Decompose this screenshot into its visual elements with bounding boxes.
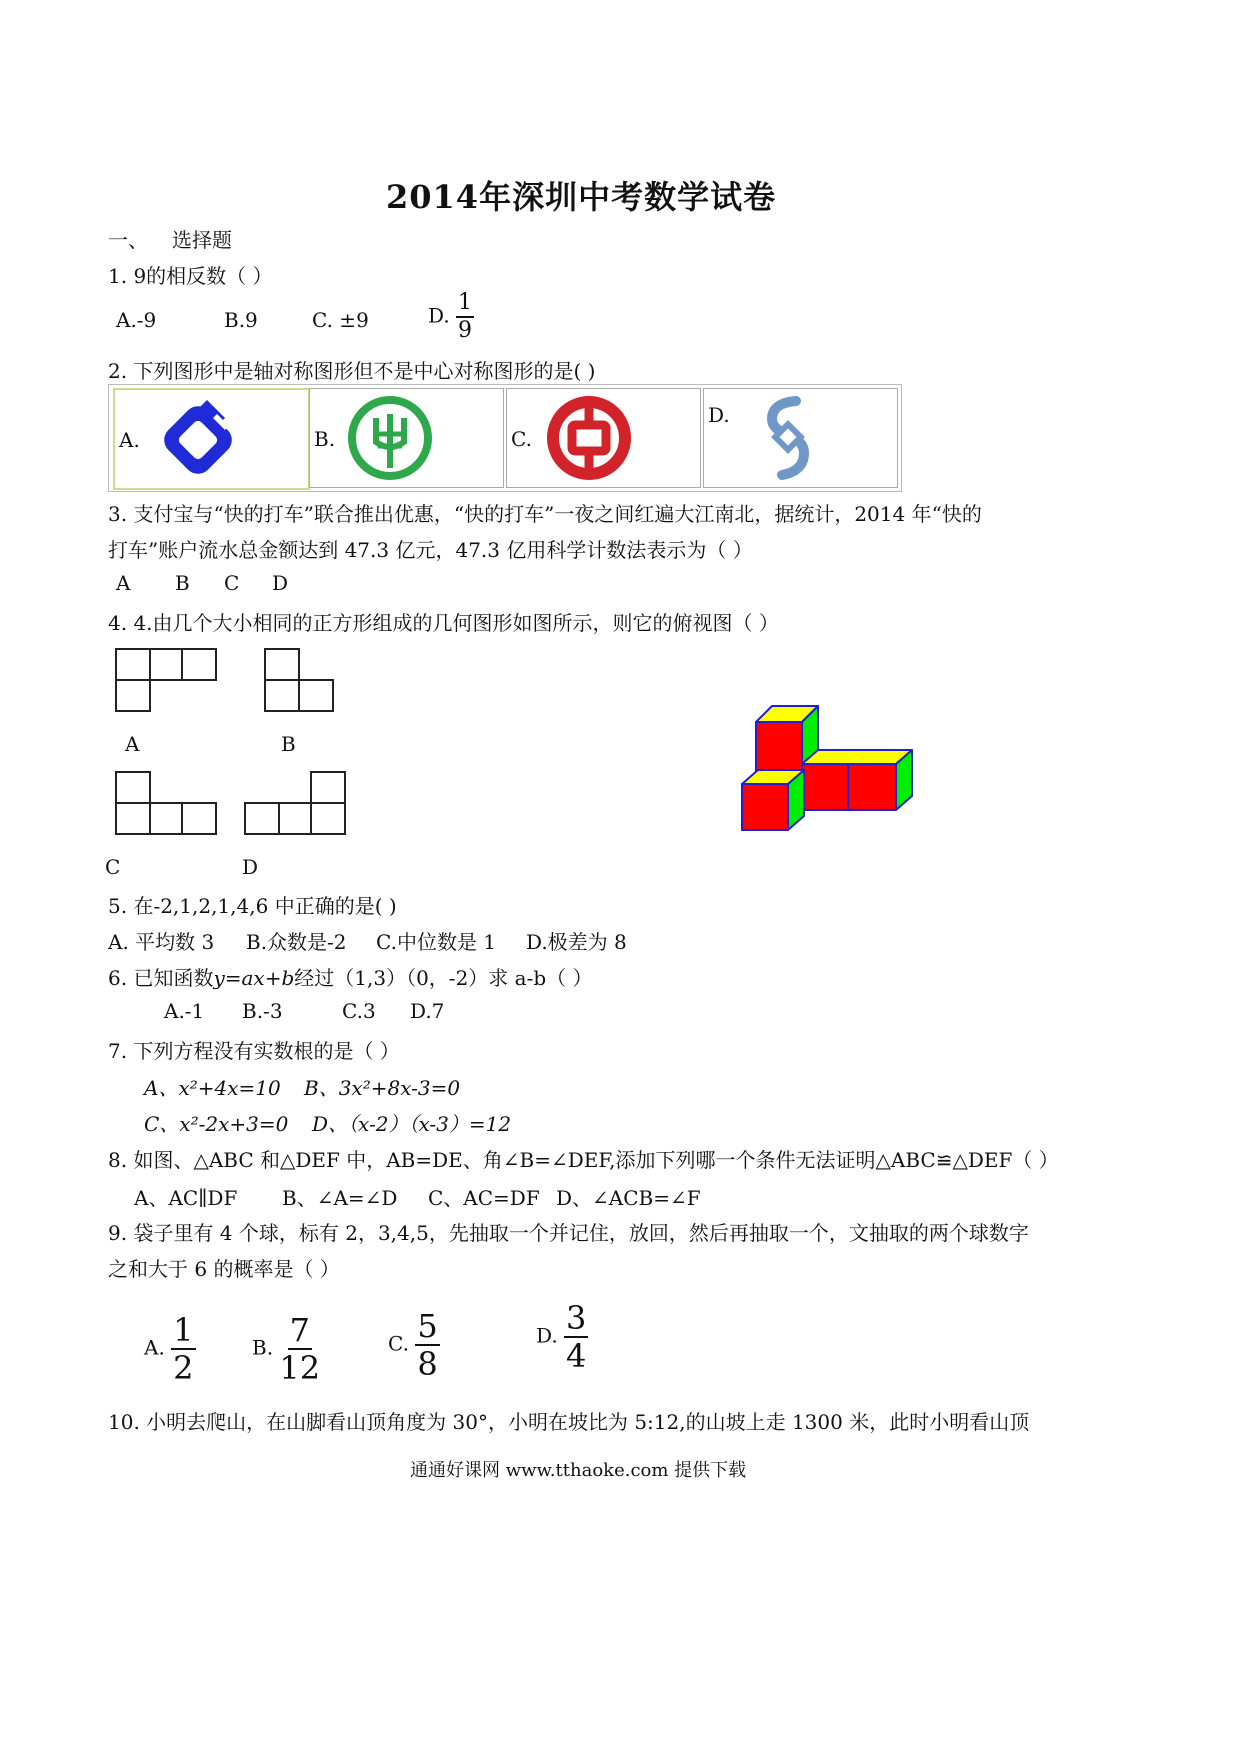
q3-option-d: D: [272, 571, 289, 595]
ccb-bank-logo-icon: [155, 394, 241, 482]
q9-d-numerator: 3: [566, 1299, 587, 1337]
q2-option-a-label: A.: [119, 428, 140, 452]
q6-stem: [108, 962, 593, 991]
q9-option-d-prefix: D.: [536, 1323, 558, 1348]
sdb-bank-logo-icon: [758, 395, 818, 483]
q4-stem: 4. 4.由几个大小相同的正方形组成的几何图形如图所示，则它的俯视图（ ）: [108, 611, 779, 635]
q3-stem-line2: 打车”账户流水总金额达到 47.3 亿元，47.3 亿用科学计数法表示为（ ）: [108, 538, 753, 562]
q1-option-b: B.9: [224, 308, 258, 332]
q1-d-numerator: 1: [456, 292, 474, 318]
q5-stem: 5. 在-2,1,2,1,4,6 中正确的是( ): [108, 894, 397, 918]
q1-d-denominator: 9: [458, 318, 473, 343]
q8-option-c: C、AC=DF: [428, 1186, 540, 1210]
q7-option-a: A、x²+4x=10: [144, 1076, 281, 1100]
q8-option-b: B、∠A=∠D: [282, 1186, 398, 1210]
section-number: 一、: [108, 228, 148, 252]
q9-option-c-fraction: [415, 1307, 439, 1383]
q4-option-c-label: C: [105, 855, 121, 879]
q1-option-a: A.-9: [116, 308, 157, 332]
q2-option-d-label: D.: [708, 403, 730, 427]
q3-stem-line1: 3. 支付宝与“快的打车”联合推出优惠，“快的打车”一夜之间红遍大江南北，据统计，2014 年“快的: [108, 502, 982, 526]
q3-option-a: A: [116, 571, 131, 595]
q9-b-numerator: 7: [289, 1311, 310, 1349]
q9-option-c: [388, 1307, 440, 1383]
q5-option-d: D.极差为 8: [526, 930, 627, 954]
q2-option-c-label: C.: [511, 427, 532, 451]
q8-option-d: D、∠ACB=∠F: [556, 1186, 701, 1210]
q6-option-a: A.-1: [164, 999, 205, 1023]
q9-option-d: [536, 1299, 588, 1375]
q7-option-d: D、（x-2）（x-3）=12: [312, 1112, 512, 1136]
q2-option-a-cell: [113, 388, 310, 490]
q7-option-c: C、x²-2x+3=0: [144, 1112, 289, 1136]
q9-option-a-fraction: [171, 1311, 195, 1387]
q9-option-b: [252, 1311, 321, 1387]
q9-option-a: [144, 1311, 196, 1387]
q2-option-d-cell: [703, 388, 898, 488]
q2-option-c-cell: [506, 388, 701, 488]
q1-option-d-prefix: D.: [428, 303, 450, 328]
section-label: 选择题: [172, 228, 232, 252]
q9-c-denominator: 8: [417, 1345, 438, 1383]
q9-option-c-prefix: C.: [388, 1331, 409, 1356]
q9-d-denominator: 4: [566, 1337, 587, 1375]
q4-option-b-label: B: [281, 732, 296, 756]
q9-option-d-fraction: [564, 1299, 588, 1375]
q1-stem: 1. 9的相反数（ ）: [108, 264, 273, 288]
q5-option-a: A. 平均数 3: [108, 930, 215, 954]
q1-option-d-fraction: [456, 292, 474, 342]
q7-stem: 7. 下列方程没有实数根的是（ ）: [108, 1039, 400, 1063]
footer-text: 通通好课网 www.tthaoke.com 提供下载: [410, 1460, 747, 1481]
q4-cube-figure: [738, 700, 918, 834]
q6-option-d: D.7: [410, 999, 445, 1023]
q8-option-a: A、AC∥DF: [134, 1186, 238, 1210]
q3-option-b: B: [175, 571, 190, 595]
q6-option-b: B.-3: [242, 999, 283, 1023]
q2-option-b-label: B.: [314, 427, 336, 451]
page-title: 2014年深圳中考数学试卷: [386, 178, 777, 216]
q2-option-b-cell: [309, 388, 504, 488]
q9-stem-line1: 9. 袋子里有 4 个球，标有 2，3,4,5，先抽取一个并记住，放回，然后再抽取一个，文抽取的两个球数字: [108, 1221, 1029, 1245]
q9-option-b-fraction: [279, 1311, 321, 1387]
q2-stem: 2. 下列图形中是轴对称图形但不是中心对称图形的是( ): [108, 359, 596, 383]
q6-option-c: C.3: [342, 999, 376, 1023]
abc-bank-logo-icon: [346, 394, 434, 482]
q9-option-a-prefix: A.: [144, 1335, 165, 1360]
q1-option-c: C. ±9: [312, 308, 369, 332]
boc-bank-logo-icon: [545, 394, 633, 482]
q4-option-d-label: D: [242, 855, 259, 879]
q8-stem: 8. 如图、△ABC 和△DEF 中，AB=DE、角∠B=∠DEF,添加下列哪一个条件无法证明△ABC≌△DEF（ ）: [108, 1148, 1059, 1172]
q7-option-b: B、3x²+8x-3=0: [304, 1076, 461, 1100]
q9-b-denominator: 12: [279, 1349, 321, 1387]
q6-stem-pre: 6. 已知函数: [108, 966, 214, 990]
q9-a-denominator: 2: [173, 1349, 194, 1387]
q9-option-b-prefix: B.: [252, 1335, 274, 1360]
q3-option-c: C: [224, 571, 240, 595]
q5-option-b: B.众数是-2: [246, 930, 347, 954]
q1-option-d: [428, 292, 474, 342]
q9-c-numerator: 5: [417, 1307, 438, 1345]
q6-stem-post: 经过（1,3）（0，-2）求 a-b（ ）: [294, 966, 593, 990]
q9-a-numerator: 1: [173, 1311, 194, 1349]
q5-option-c: C.中位数是 1: [376, 930, 497, 954]
q9-stem-line2: 之和大于 6 的概率是（ ）: [108, 1257, 340, 1281]
q4-option-a-label: A: [125, 732, 140, 756]
q6-function: y=ax+b: [213, 966, 295, 990]
q10-stem-line1: 10. 小明去爬山，在山脚看山顶角度为 30°，小明在坡比为 5:12,的山坡上走 1300 米，此时小明看山顶: [108, 1410, 1030, 1434]
